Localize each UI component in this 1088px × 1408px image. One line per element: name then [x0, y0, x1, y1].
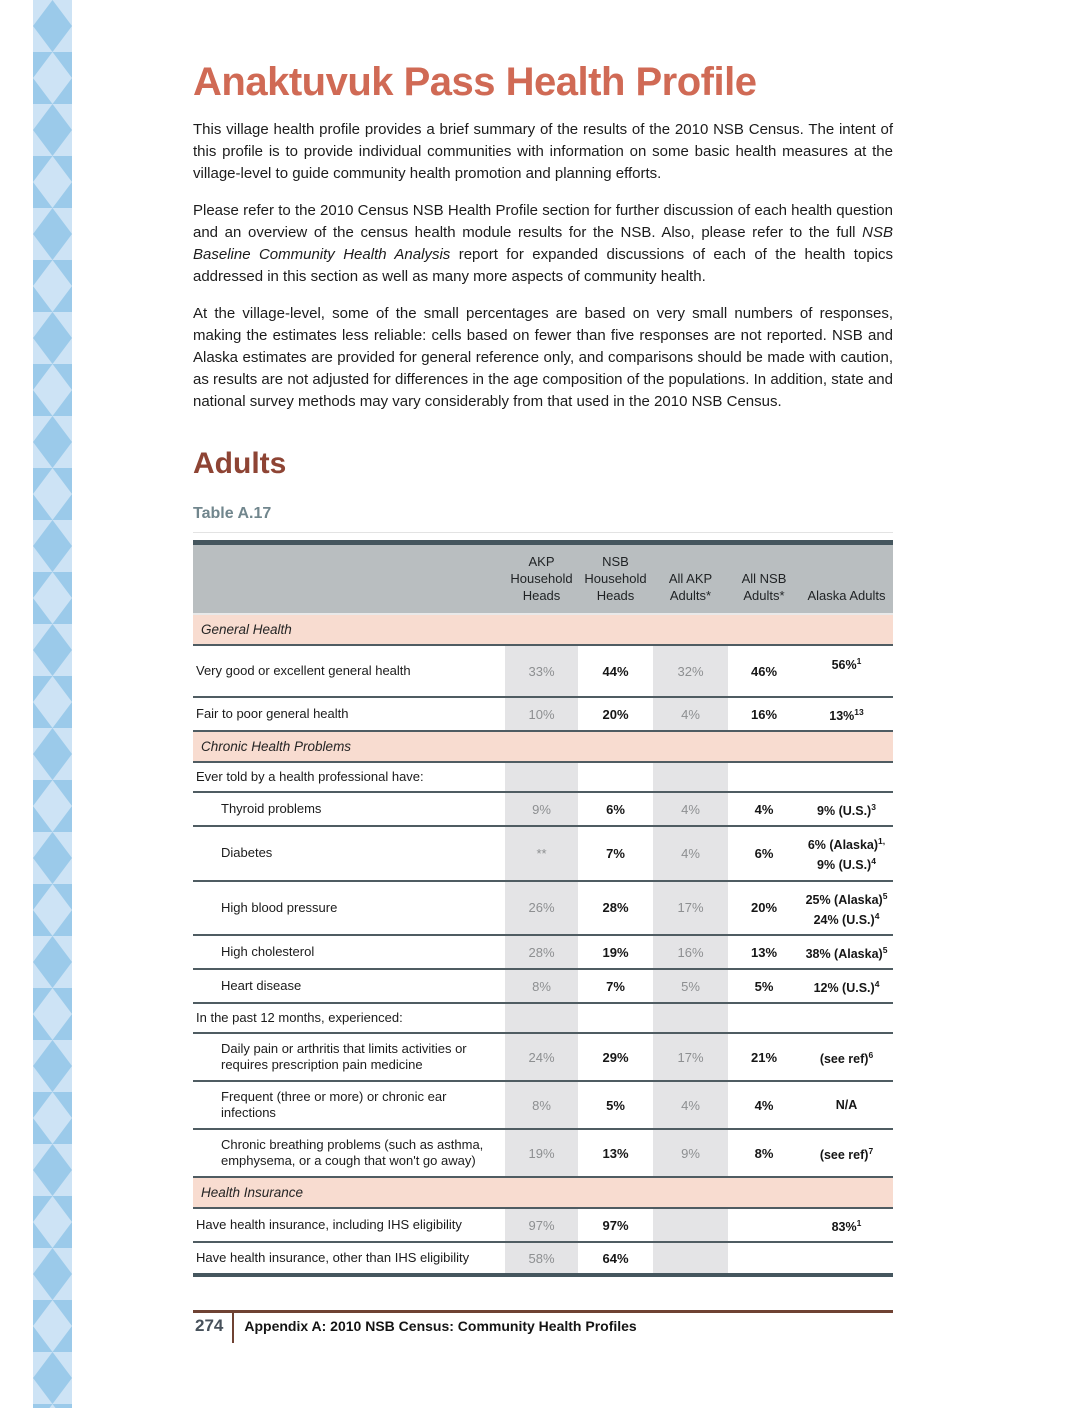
value-cell: 17%: [653, 1033, 728, 1081]
alaska-value-cell: (see ref)$^7$: [800, 1129, 893, 1177]
alaska-value-cell: 83%$^1$: [800, 1208, 893, 1242]
value-cell: 4%: [728, 1081, 800, 1129]
value-cell: 28%: [578, 881, 653, 935]
row-label: In the past 12 months, experienced:: [193, 1003, 505, 1033]
value-cell: 8%: [505, 969, 578, 1003]
value-cell: 8%: [505, 1081, 578, 1129]
col-header: NSB Household Heads: [578, 543, 653, 615]
row-label: Chronic breathing problems (such as asthma, emphysema, or a cough that won't go away): [193, 1129, 505, 1177]
value-cell: **: [505, 826, 578, 880]
alaska-value-cell: 25% (Alaska)$^5$ 24% $(U.S.)^4$: [800, 881, 893, 935]
value-cell: 24%: [505, 1033, 578, 1081]
row-label: Have health insurance, including IHS eligibility: [193, 1208, 505, 1242]
value-cell: [728, 1242, 800, 1275]
value-cell: 19%: [578, 935, 653, 969]
row-label: Have health insurance, other than IHS eligibility: [193, 1242, 505, 1275]
value-cell: 6%: [578, 792, 653, 826]
table-row: [193, 1208, 893, 1242]
col-header: Alaska Adults: [800, 543, 893, 615]
alaska-value-cell: [800, 762, 893, 792]
table-row: [193, 935, 893, 969]
value-cell: 16%: [728, 697, 800, 731]
alaska-value-cell: 9% $(U.S.)^3$: [800, 792, 893, 826]
value-cell: 5%: [653, 969, 728, 1003]
table-row: [193, 1033, 893, 1081]
value-cell: 4%: [728, 792, 800, 826]
alaska-value-cell: 13%$^{13}$: [800, 697, 893, 731]
row-label: Fair to poor general health: [193, 697, 505, 731]
value-cell: 33%: [505, 645, 578, 697]
value-cell: 4%: [653, 792, 728, 826]
table-header-row: [193, 543, 893, 615]
alaska-value-cell: 38% (Alaska)$^5$: [800, 935, 893, 969]
value-cell: 8%: [728, 1129, 800, 1177]
value-cell: 9%: [505, 792, 578, 826]
value-cell: 19%: [505, 1129, 578, 1177]
value-cell: [728, 1208, 800, 1242]
value-cell: 97%: [578, 1208, 653, 1242]
value-cell: 64%: [578, 1242, 653, 1275]
value-cell: 46%: [728, 645, 800, 697]
value-cell: 13%: [578, 1129, 653, 1177]
row-label: Daily pain or arthritis that limits activities or requires prescription pain medicine: [193, 1033, 505, 1081]
alaska-value-cell: [800, 1242, 893, 1275]
alaska-value-cell: (see ref)$^6$: [800, 1033, 893, 1081]
row-label: Heart disease: [193, 969, 505, 1003]
value-cell: [505, 762, 578, 792]
report-title-italic: NSB Baseline Community Health Analysis: [193, 224, 893, 263]
table-row: [193, 697, 893, 731]
table-caption: Table A.17: [193, 505, 893, 533]
value-cell: [578, 1003, 653, 1033]
value-cell: 28%: [505, 935, 578, 969]
table-row: [193, 826, 893, 880]
table-row: [193, 969, 893, 1003]
alaska-value-cell: 12% $(U.S.)^4$: [800, 969, 893, 1003]
col-header-empty: [193, 543, 505, 615]
section-label: Chronic Health Problems: [193, 731, 893, 762]
value-cell: [578, 762, 653, 792]
alaska-value-cell: [800, 1003, 893, 1033]
value-cell: 13%: [728, 935, 800, 969]
value-cell: 26%: [505, 881, 578, 935]
value-cell: 20%: [728, 881, 800, 935]
footer-text: Appendix A: 2010 NSB Census: Community Health Profiles: [244, 1318, 637, 1334]
section-label: Health Insurance: [193, 1177, 893, 1208]
group-row: [193, 1003, 893, 1033]
row-label: Ever told by a health professional have:: [193, 762, 505, 792]
value-cell: 21%: [728, 1033, 800, 1081]
table-row: [193, 881, 893, 935]
value-cell: 29%: [578, 1033, 653, 1081]
value-cell: 32%: [653, 645, 728, 697]
row-label: Frequent (three or more) or chronic ear infections: [193, 1081, 505, 1129]
value-cell: 4%: [653, 697, 728, 731]
value-cell: [653, 1003, 728, 1033]
value-cell: [728, 762, 800, 792]
intro-paragraph-2: [193, 200, 893, 288]
adults-section-heading: Adults: [193, 447, 287, 480]
table-body: [193, 614, 893, 1275]
value-cell: [728, 1003, 800, 1033]
value-cell: 9%: [653, 1129, 728, 1177]
section-row: [193, 614, 893, 645]
page-footer: [193, 1310, 893, 1343]
value-cell: 6%: [728, 826, 800, 880]
alaska-value-cell: 56%$^1$: [800, 645, 893, 697]
row-label: High cholesterol: [193, 935, 505, 969]
section-row: [193, 731, 893, 762]
group-row: [193, 762, 893, 792]
table-row: [193, 1081, 893, 1129]
value-cell: 7%: [578, 969, 653, 1003]
value-cell: [653, 762, 728, 792]
intro-p2-pre: Please refer to the 2010 Census NSB Health Profile section for further discussion of each health question and an overview of the census health module results for the NSB. Also, please refer to the full: [193, 202, 893, 241]
table-row: [193, 1242, 893, 1275]
alaska-value-cell: 6% (Alaska)$^{1,}$ 9% $(U.S.)^4$: [800, 826, 893, 880]
value-cell: 20%: [578, 697, 653, 731]
row-label: Thyroid problems: [193, 792, 505, 826]
value-cell: 4%: [653, 1081, 728, 1129]
alaska-value-cell: N/A: [800, 1081, 893, 1129]
value-cell: 16%: [653, 935, 728, 969]
row-label: Very good or excellent general health: [193, 645, 505, 697]
value-cell: 5%: [728, 969, 800, 1003]
intro-paragraph-3: At the village-level, some of the small percentages are based on very small numbers of responses, making the estimates less reliable: cells based on fewer than five responses are not reported. NSB and Alaska estimates are provided for general reference only, and comparisons should be made with caution, as results are not adjusted for differences in the age composition of the populations. In addition, state and national survey methods may vary considerably from that used in the 2010 NSB Census.: [193, 305, 893, 410]
value-cell: 10%: [505, 697, 578, 731]
main-content: [193, 60, 893, 1277]
health-profile-table: [193, 540, 893, 1277]
value-cell: 7%: [578, 826, 653, 880]
decorative-diamond-border: [33, 0, 72, 1408]
section-label: General Health: [193, 614, 893, 645]
table-row: [193, 792, 893, 826]
row-label: Diabetes: [193, 826, 505, 880]
page-number: 274: [195, 1316, 224, 1335]
col-header: All AKP Adults*: [653, 543, 728, 615]
row-label: High blood pressure: [193, 881, 505, 935]
table-row: [193, 645, 893, 697]
value-cell: [653, 1242, 728, 1275]
col-header: AKP Household Heads: [505, 543, 578, 615]
value-cell: [505, 1003, 578, 1033]
section-row: [193, 1177, 893, 1208]
col-header: All NSB Adults*: [728, 543, 800, 615]
table-row: [193, 1129, 893, 1177]
intro-p2-post: report for expanded discussions of each of the health topics addressed in this section as well as many more aspects of community health.: [193, 246, 893, 285]
value-cell: 97%: [505, 1208, 578, 1242]
intro-paragraph-1: This village health profile provides a brief summary of the results of the 2010 NSB Census. The intent of this profile is to provide individual communities with information on some basic health measures at the village-level to guide community health promotion and planning efforts.: [193, 121, 893, 182]
value-cell: 5%: [578, 1081, 653, 1129]
value-cell: 17%: [653, 881, 728, 935]
page-title: Anaktuvuk Pass Health Profile: [193, 60, 757, 104]
value-cell: 44%: [578, 645, 653, 697]
value-cell: 58%: [505, 1242, 578, 1275]
value-cell: [653, 1208, 728, 1242]
value-cell: 4%: [653, 826, 728, 880]
